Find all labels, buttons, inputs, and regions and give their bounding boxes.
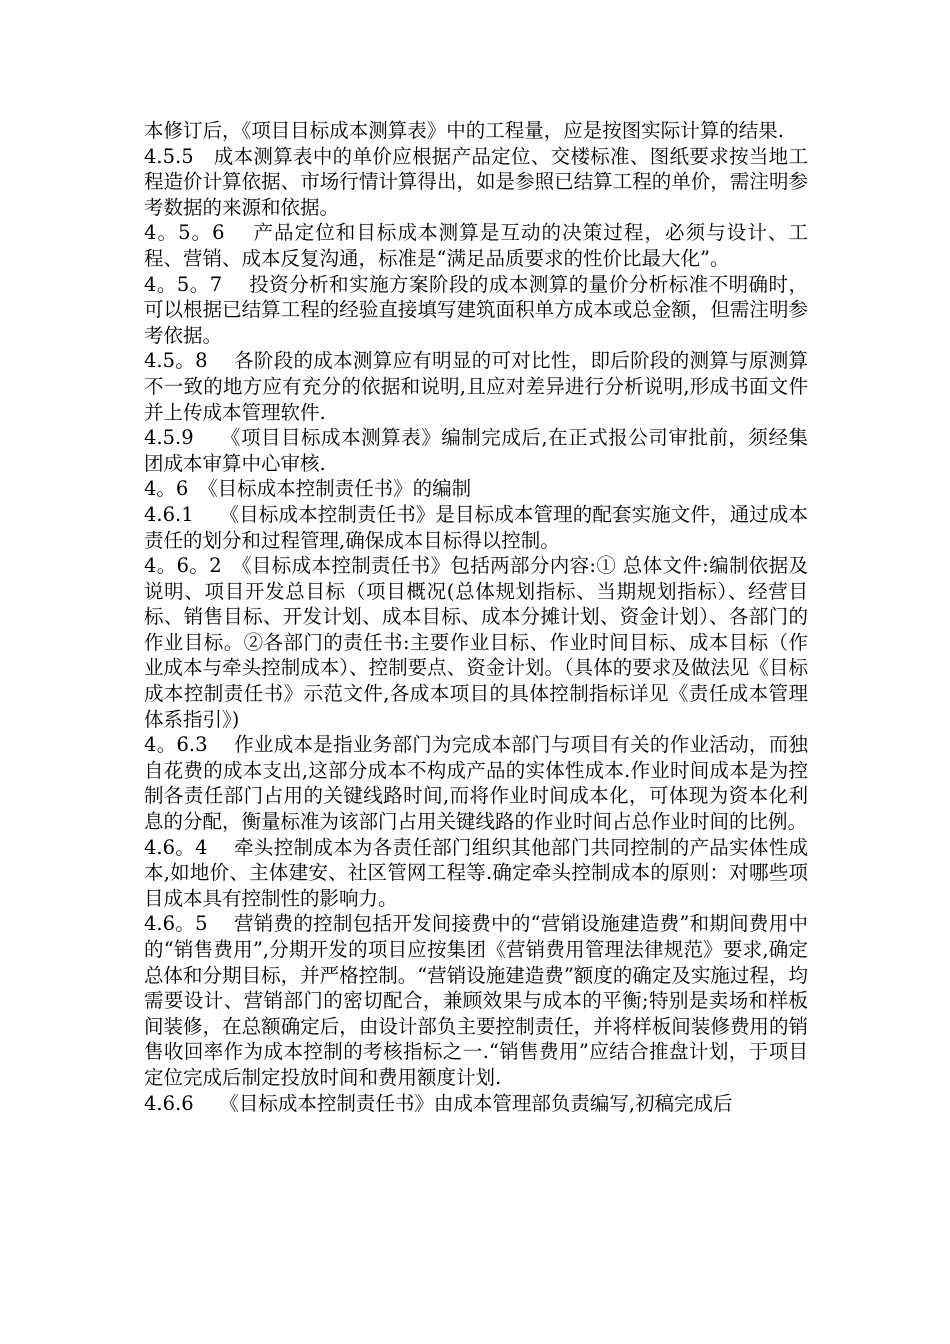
paragraph-4-6-3: 4。6.3 作业成本是指业务部门为完成本部门与项目有关的作业活动，而独自花费的成本支出,这部分成本不构成产品的实体性成本.作业时间成本是为控制各责任部门占用的关键线路时间,而将作业时间成本化，可体现为资本化利息的分配，衡量标准为该部门占用关键线路的作业时间占总作业时间的比例。 — [144, 733, 808, 834]
paragraph-4-5-9: 4.5.9 《项目目标成本测算表》编制完成后,在正式报公司审批前，须经集团成本审算中心审核. — [144, 426, 808, 475]
document-body — [144, 118, 808, 1116]
paragraph-4-6-2: 4。6。2 《目标成本控制责任书》包括两部分内容:① 总体文件:编制依据及说明、项目开发总目标（项目概况(总体规划指标、当期规划指标）、经营目标、销售目标、开发计划、成本目标、成本分摊计划、资金计划）、各部门的作业目标。②各部门的责任书:主要作业目标、作业时间目标、成本目标（作业成本与牵头控制成本）、控制要点、资金计划。（具体的要求及做法见《目标成本控制责任书》示范文件,各成本项目的具体控制指标详见《责任成本管理体系指引》) — [144, 554, 808, 731]
paragraph-4-5-6: 4。5。6 产品定位和目标成本测算是互动的决策过程，必须与设计、工程、营销、成本反复沟通，标准是“满足品质要求的性价比最大化”。 — [144, 221, 808, 270]
paragraph-4-5-5: 4.5.5 成本测算表中的单价应根据产品定位、交楼标准、图纸要求按当地工程造价计算依据、市场行情计算得出，如是参照已结算工程的单价，需注明参考数据的来源和依据。 — [144, 144, 808, 219]
paragraph-4-6-6: 4.6.6 《目标成本控制责任书》由成本管理部负责编写,初稿完成后 — [144, 1091, 733, 1115]
paragraph-4-5-7: 4。5。7 投资分析和实施方案阶段的成本测算的量价分析标准不明确时，可以根据已结算工程的经验直接填写建筑面积单方成本或总金额，但需注明参考依据。 — [144, 272, 808, 347]
section-heading-4-6: 4。6 《目标成本控制责任书》的编制 — [144, 477, 472, 501]
paragraph-4-6-1: 4.6.1 《目标成本控制责任书》是目标成本管理的配套实施文件，通过成本责任的划分和过程管理,确保成本目标得以控制。 — [144, 502, 808, 552]
paragraph-4-5-4-continued: 本修订后，《项目目标成本测算表》中的工程量，应是按图实际计算的结果. — [144, 119, 784, 142]
paragraph-4-6-5: 4.6。5 营销费的控制包括开发间接费中的“营销设施建造费”和期间费用中的“销售费用”,分期开发的项目应按集团《营销费用管理法律规范》要求,确定总体和分期目标，并严格控制。“营销设施建造费”额度的确定及实施过程，均需要设计、营销部门的密切配合，兼顾效果与成本的平衡;特别是卖场和样板间装修，在总额确定后，由设计部负主要控制责任，并将样板间装修费用的销售收回率作为成本控制的考核指标之一.“销售费用”应结合推盘计划，于项目定位完成后制定投放时间和费用额度计划. — [144, 912, 808, 1089]
paragraph-4-5-8: 4.5。8 各阶段的成本测算应有明显的可对比性，即后阶段的测算与原测算不一致的地方应有充分的依据和说明,且应对差异进行分析说明,形成书面文件并上传成本管理软件. — [144, 349, 808, 424]
paragraph-4-6-4: 4.6。4 牵头控制成本为各责任部门组织其他部门共同控制的产品实体性成本,如地价、主体建安、社区管网工程等.确定牵头控制成本的原则：对哪些项目成本具有控制性的影响力。 — [144, 835, 808, 910]
